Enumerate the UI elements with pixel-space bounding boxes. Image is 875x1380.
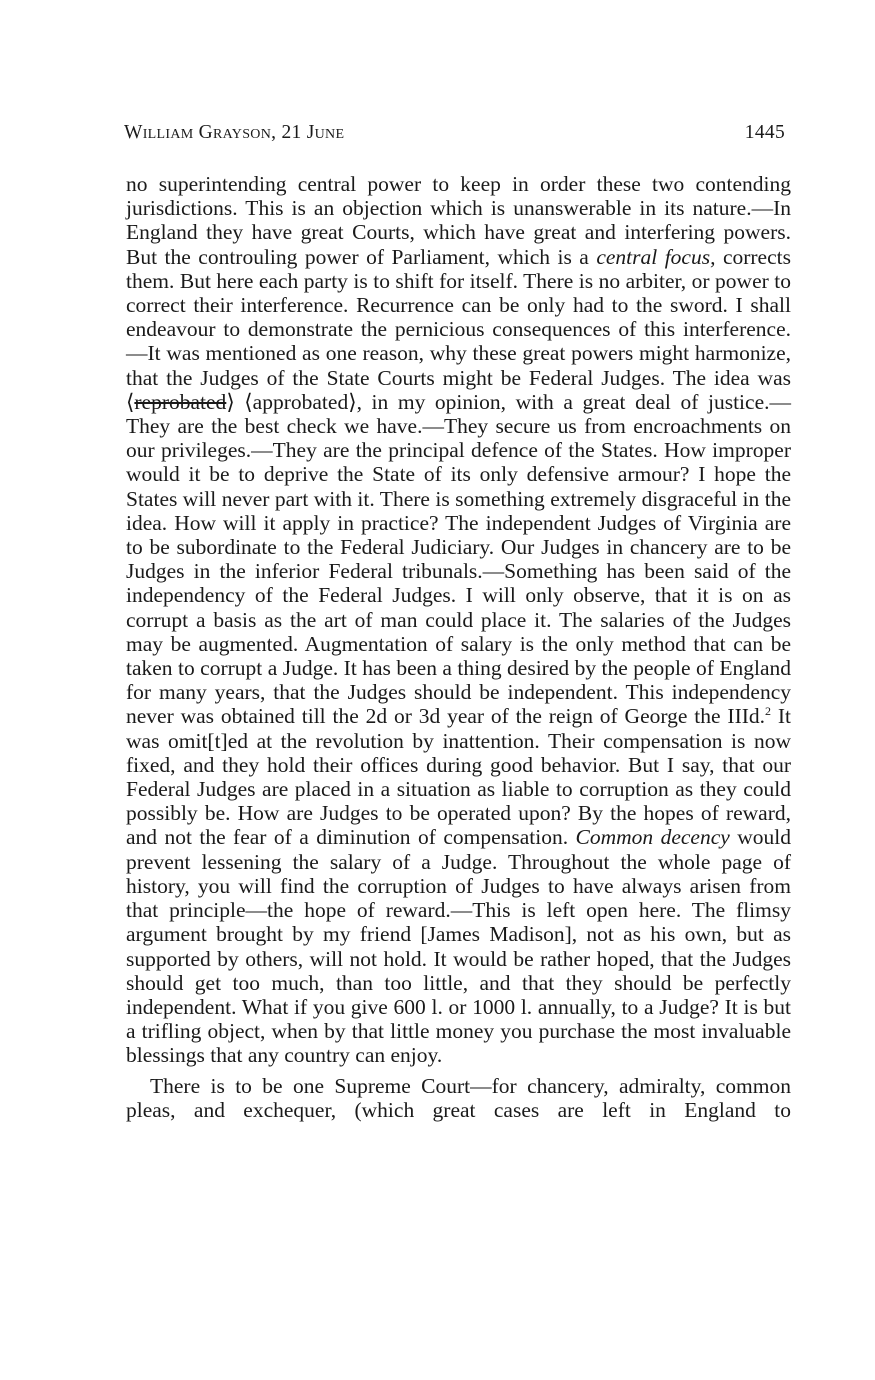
text-run: no superintending central power to keep in order these two contending jurisdictions. This is an objection which is unanswerable in its nature.—In England they have great Courts, which have great and interfering powers. But the controuling power of Parliament, which is a — [126, 172, 791, 269]
italic-text: central focus, — [596, 244, 716, 269]
body-text — [126, 172, 791, 1122]
text-run: It was omit[t]ed at the revolution by inattention. Their compensation is now fixed, and they hold their offices during good behavior. But I say, that our Federal Judges are placed in a situation as liable to corruption as they could possibly be. How are Judges to be operated upon? By the hopes of reward, and not the fear of a diminution of compensation. — [126, 704, 791, 850]
italic-text: Common decency — [575, 825, 730, 850]
struck-text: reprobated — [134, 389, 227, 414]
running-head — [124, 122, 785, 144]
text-run: There is to be one Supreme Court—for chancery, admiralty, common pleas, and exchequer, (which great cases are left in England to — [126, 1073, 791, 1122]
running-head-title: William Grayson, 21 June — [124, 122, 345, 143]
text-run: ⟩ ⟨approbated⟩, in my opinion, with a great deal of justice.—They are the best check we have.—They secure us from encroachments on our privileges.—They are the principal defence of the States. How improper would it be to deprive the State of its only defensive armour? I hope the States will never part with it. There is something extremely disgraceful in the idea. How will it apply in practice? The independent Judges of Virginia are to be subordinate to the Federal Judiciary. Our Judges in chancery are to be Judges in the inferior Federal tribunals.—Something has been said of the independency of the Federal Judges. I will only observe, that it is on as corrupt a basis as the art of man could place it. The salaries of the Judges may be augmented. Augmentation of salary is the only method that can be taken to corrupt a Judge. It has been a thing desired by the people of England for many years, that the Judges should be independent. This independency never was obtained till the 2d or 3d year of the reign of George the IIId. — [126, 389, 791, 729]
paragraph — [126, 172, 791, 1068]
page-number: 1445 — [744, 122, 785, 143]
text-run: would prevent lessening the salary of a Judge. Throughout the whole page of history, you will find the corruption of Judges to have always arisen from that principle—the hope of reward.—This is left open here. The flimsy argument brought by my friend [James Madison], not as his own, but as supported by others, will not hold. It would be rather hoped, that the Judges should get too much, than too little, and that they should be perfectly independent. What if you give 600 l. or 1000 l. annually, to a Judge? It is but a trifling object, when by that little money you purchase the most invaluable blessings that any country can enjoy. — [126, 825, 792, 1068]
paragraph — [126, 1074, 791, 1122]
footnote-marker: 2 — [765, 704, 772, 719]
text-run: corrects them. But here each party is to shift for itself. There is no arbiter, or power to correct their interference. Recurrence can be only had to the sword. I shall endeavour to demonstrate the pernicious consequences of this interference.—It was mentioned as one reason, why these great powers might harmonize, that the Judges of the State Courts might be Federal Judges. The idea was ⟨ — [126, 244, 791, 414]
